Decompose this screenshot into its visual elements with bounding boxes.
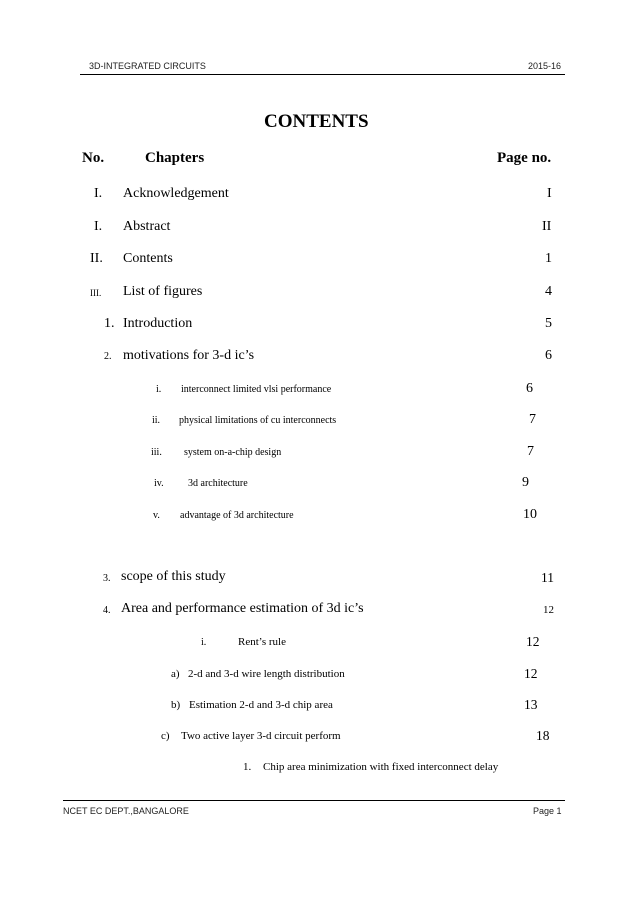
entry-page: 12 [543,604,554,616]
entry-number: a) [171,668,180,680]
column-no: No. [82,150,105,166]
entry-number: 1. [104,316,115,331]
entry-page: 10 [523,507,537,522]
entry-page: 6 [545,348,552,363]
entry-page: 1 [545,251,552,266]
column-page: Page no. [497,150,552,166]
entry-number: II. [90,251,103,266]
entry-label: Estimation 2-d and 3-d chip area [189,699,333,711]
entry-label: advantage of 3d architecture [180,510,294,521]
entry-label: motivations for 3-d ic’s [123,348,255,363]
entry-number: i. [201,637,207,648]
column-chapters: Chapters [145,150,205,166]
entry-number: i. [156,384,162,395]
entry-page: 9 [522,475,529,490]
entry-label: system on-a-chip design [184,447,282,458]
header-left: 3D-INTEGRATED CIRCUITS [89,61,206,71]
entry-number: III. [90,288,102,298]
entry-number: 3. [103,573,111,584]
footer-left: NCET EC DEPT.,BANGALORE [63,806,189,816]
entry-number: I. [94,186,103,201]
entry-number: b) [171,699,181,711]
entry-page: 7 [527,444,534,459]
entry-number: ii. [152,415,161,426]
entry-number: 2. [104,351,112,362]
entry-label: Contents [123,251,173,266]
entry-number: I. [94,219,103,234]
page-title: CONTENTS [264,111,369,132]
entry-page: 11 [541,570,554,585]
entry-number: iv. [154,478,164,489]
entry-label: 2-d and 3-d wire length distribution [188,668,345,680]
entry-number: 1. [243,761,252,773]
entry-label: Abstract [123,219,171,234]
entry-page: 12 [524,666,538,681]
entry-page: II [542,219,552,234]
entry-page: 5 [545,316,552,331]
entry-page: 12 [526,634,540,649]
footer-right: Page 1 [533,806,562,816]
header-rule [80,74,565,75]
entry-label: Chip area minimization with fixed interconnect delay [263,761,499,773]
entry-number: c) [161,730,170,742]
header-right: 2015-16 [528,61,562,71]
entry-label: Area and performance estimation of 3d ic’s [121,601,364,616]
entry-label: List of figures [123,284,203,299]
entry-label: Rent’s rule [238,636,286,648]
entry-label: Two active layer 3-d circuit perform [181,730,341,742]
entry-page: 13 [524,697,538,712]
entry-label: Acknowledgement [123,186,229,201]
entry-label: 3d architecture [188,478,248,489]
entry-page: 4 [545,284,552,299]
entry-page: 7 [529,412,536,427]
entry-number: iii. [151,447,162,458]
entry-number: v. [153,510,160,521]
entry-page: I [547,186,552,201]
entry-label: scope of this study [121,569,226,584]
footer-rule [63,800,565,801]
entry-label: interconnect limited vlsi performance [181,384,332,395]
entry-number: 4. [103,605,111,616]
entry-label: physical limitations of cu interconnects [179,415,337,426]
entry-page: 18 [536,728,550,743]
entry-label: Introduction [123,316,193,331]
entry-page: 6 [526,381,533,396]
